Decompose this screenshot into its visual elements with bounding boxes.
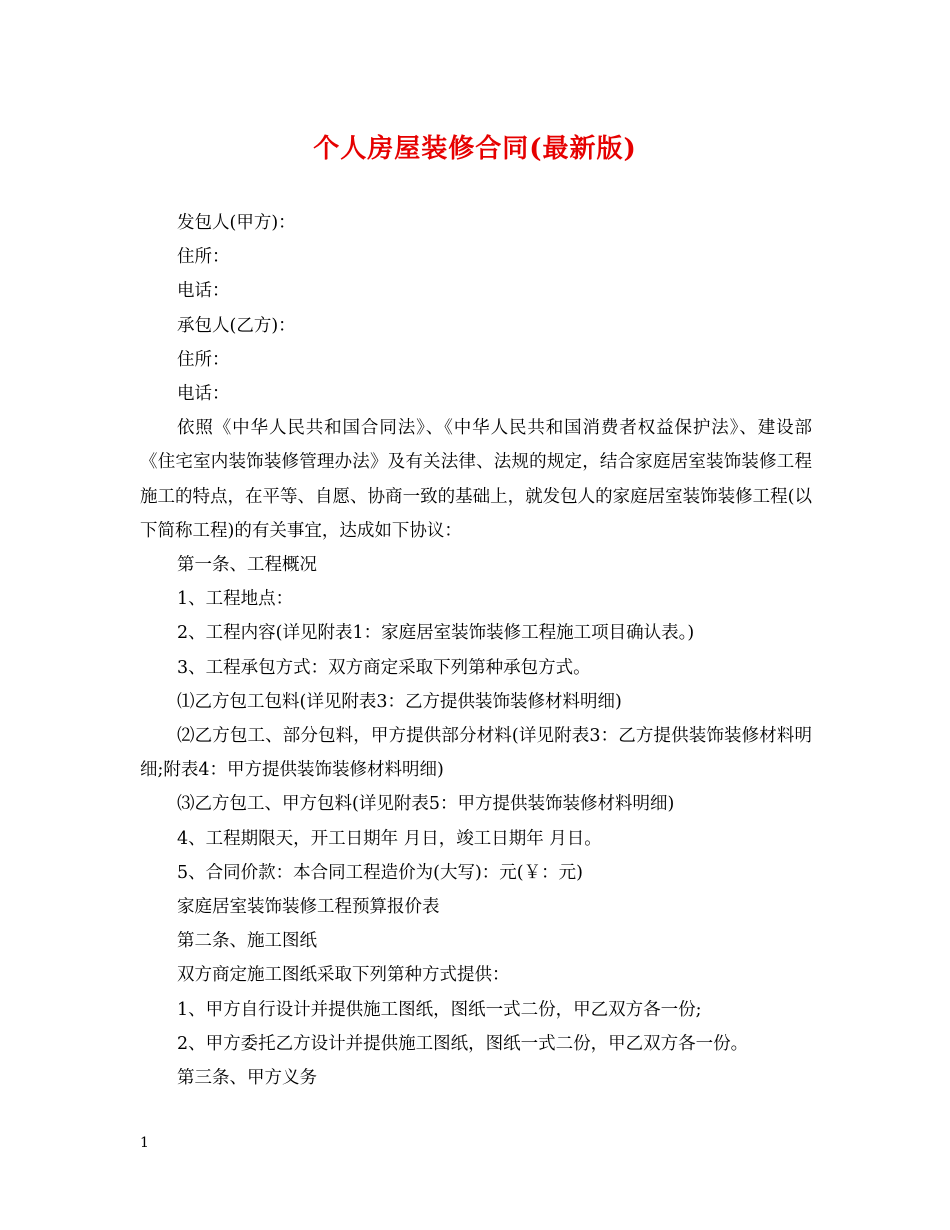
party-a-phone-line: 电话：	[177, 281, 230, 302]
party-b-line: 承包人(乙方)：	[177, 315, 296, 336]
article-1-item: 5、合同价款：本合同工程造价为(大写)：元(￥：元)	[177, 862, 583, 883]
article-3-title: 第三条、甲方义务	[177, 1068, 317, 1089]
article-1-item: 4、工程期限天，开工日期年 月日，竣工日期年 月日。	[177, 828, 602, 849]
page-number: 1	[140, 1135, 149, 1151]
budget-table-title: 家庭居室装饰装修工程预算报价表	[177, 897, 440, 918]
party-a-address-line: 住所：	[177, 247, 230, 268]
party-b-phone-line: 电话：	[177, 384, 230, 405]
article-2-item: 双方商定施工图纸采取下列第种方式提供：	[177, 965, 510, 986]
article-1-item-paragraph: ⑵乙方包工、部分包料，甲方提供部分材料(详见附表3：乙方提供装饰装修材料明细;附表4：甲方提供装饰装修材料明细)	[140, 726, 812, 781]
party-b-address-line: 住所：	[177, 349, 230, 370]
article-1-title: 第一条、工程概况	[177, 555, 317, 576]
article-1-item: 2、工程内容(详见附表1：家庭居室装饰装修工程施工项目确认表。)	[177, 623, 695, 644]
article-1-item: ⑴乙方包工包料(详见附表3：乙方提供装饰装修材料明细)	[177, 691, 622, 712]
article-2-title: 第二条、施工图纸	[177, 931, 317, 952]
article-1-item: 3、工程承包方式：双方商定采取下列第种承包方式。	[177, 657, 591, 678]
party-a-line: 发包人(甲方)：	[177, 213, 296, 233]
article-1-item: ⑶乙方包工、甲方包料(详见附表5：甲方提供装饰装修材料明细)	[177, 794, 675, 815]
document-title: 个人房屋装修合同(最新版)	[313, 134, 637, 164]
article-2-item: 1、甲方自行设计并提供施工图纸，图纸一式二份，甲乙双方各一份;	[177, 999, 702, 1020]
preamble-paragraph: 依照《中华人民共和国合同法》、《中华人民共和国消费者权益保护法》、建设部《住宅室内装饰装修管理办法》及有关法律、法规的规定，结合家庭居室装饰装修工程施工的特点，在平等、自愿、协商一致的基础上，就发包人的家庭居室装饰装修工程(以下简称工程)的有关事宜，达成如下协议：	[140, 418, 812, 541]
document-body	[140, 206, 812, 1095]
article-1-item: 1、工程地点：	[177, 589, 294, 610]
article-2-item: 2、甲方委托乙方设计并提供施工图纸，图纸一式二份，甲乙双方各一份。	[177, 1033, 749, 1054]
